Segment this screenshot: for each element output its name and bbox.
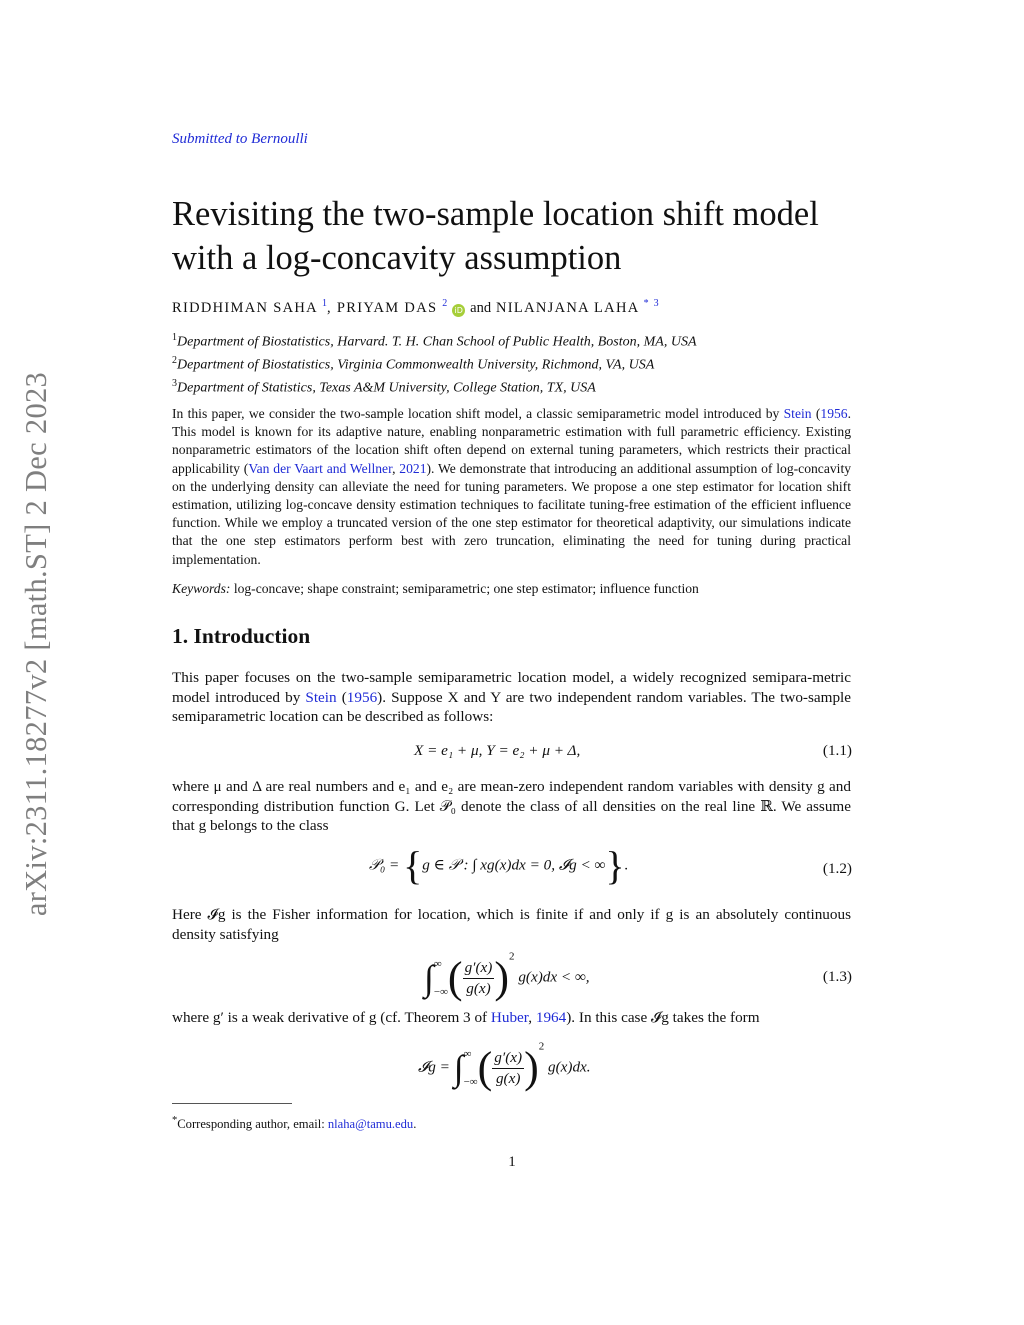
author-2-affil-link[interactable]: 2 [442,298,448,309]
eq3-integral: ∫ [424,958,434,998]
eq2-body: g ∈ 𝒫 : ∫ xg(x)dx = 0, 𝓘g < ∞ [422,856,606,874]
author-list [172,298,659,317]
eq4-paren-open: ( [477,1043,493,1092]
affiliation-1-text: Department of Biostatistics, Harvard. T. H. Chan School of Public Health, Boston, MA, USA [177,334,697,350]
equation-1-2 [369,843,629,888]
intro-paragraph-4: where g′ is a weak derivative of g (cf. Theorem 3 of Huber, 1964). In this case 𝓘g takes the form [172,1009,760,1026]
eq3-paren-open: ( [447,953,463,1002]
footnote-mark: * [172,1115,178,1126]
affiliation-2-number: 2 [172,355,177,367]
eq3-fraction: $\frac{g'(x)}{g(x)}$ [464,958,493,997]
affiliation-2 [172,352,697,375]
page-number: 1 [508,1154,516,1170]
author-and: and [470,299,492,316]
equation-1-3 [424,950,590,1006]
eq4-exponent: 2 [538,1040,545,1053]
eq3-paren-close: ) [494,953,510,1002]
eq3-exponent: 2 [509,950,515,963]
intro-text-1b: . Suppose X and Y are two independent random variables. The two-sample semiparametric location can be described as follows: [172,688,851,726]
eq4-tail: g(x)dx. [548,1058,591,1076]
eq3-limits: ∞ −∞ [433,958,448,998]
cite-stein-intro[interactable]: Stein [305,688,337,706]
keywords-text: log-concave; shape constraint; semiparametric; one step estimator; influence function [233,581,699,596]
equation-number-1-1: (1.1) [822,742,852,759]
cite-vandervaart-year[interactable]: 2021 [399,460,427,476]
eq2-brace-open: { [403,843,423,888]
affiliation-3-number: 3 [172,378,177,390]
eq4-limits: ∞ −∞ [463,1048,478,1088]
abstract-text-2: . This model is known for its adaptive nature, enabling nonparametric estimation with full parametric efficiency. Existing nonparametric estimators of the location shift often depend on external tuning parameters, which restricts their practical applicability ( [172,406,851,476]
equation-1-1: X = e₁ + μ, Y = e₂ + μ + Δ, [414,742,581,759]
eq4-left: 𝓘g = [418,1058,450,1076]
affiliation-1 [172,329,697,352]
keywords [172,580,851,598]
author-2: PRIYAM DAS [336,299,438,316]
intro-text-1a: This paper focuses on the two-sample semiparametric location model, a widely recognized semipara-metric model introduced by [172,669,851,706]
eq4-paren-close: ) [524,1043,539,1092]
equation-number-1-2: (1.2) [822,860,852,877]
equation-fisher-info [418,1040,591,1096]
author-1-affil-link[interactable]: 1 [322,298,328,309]
eq2-brace-close: } [605,843,625,888]
author-3-affil-link[interactable]: 3 [653,298,659,309]
cite-stein-year[interactable]: 1956 [820,406,848,421]
eq2-end: . [624,856,629,874]
footnote-rule [172,1103,292,1104]
intro-paragraph-3: Here 𝓘g is the Fisher information for location, which is finite if and only if g is an absolutely continuous density satisfying [172,906,851,943]
eq2-left: 𝒫₀ = [369,856,400,874]
author-separator: , [327,299,332,316]
cite-stein[interactable]: Stein [783,406,812,421]
eq3-tail: g(x)dx < ∞, [518,968,590,986]
footnote-text: Corresponding author, email: [177,1117,328,1132]
footnote-end: . [413,1117,417,1132]
footnote [172,1115,416,1132]
keywords-label: Keywords: [172,581,231,596]
affiliation-2-text: Department of Biostatistics, Virginia Commonwealth University, Richmond, VA, USA [177,357,655,373]
arxiv-stamp: arXiv:2311.18277v2 [math.ST] 2 Dec 2023 [19,371,53,917]
affiliation-3-text: Department of Statistics, Texas A&M University, College Station, TX, USA [177,380,596,396]
footnote-email-link[interactable]: nlaha@tamu.edu [327,1117,414,1132]
title-line-1: Revisiting the two-sample location shift model [172,195,819,233]
intro-paragraph-2: where μ and Δ are real numbers and e₁ and e₂ are mean-zero independent random variables with density g and corresponding distribution function G. Let 𝒫₀ denote the class of all densities on the real line ℝ. We assume that g belongs to the class [172,778,851,835]
author-3: NILANJANA LAHA [496,299,639,316]
orcid-icon[interactable]: iD [452,304,465,317]
abstract-text-3: ). We demonstrate that introducing an additional assumption of log-concavity on the underlying density can alleviate the need for tuning parameters. We propose a one step estimator for location shift estimation, utilizing log-concave density estimation techniques to facilitate tuning-free estimation of the efficient influence function. While we employ a truncated version of the one step estimator for theoretical adaptivity, our simulations indicate that the one step estimators perform best with zero truncation, eliminating the need for tuning during practical implementation. [172,460,852,567]
eq4-fraction: $\frac{g'(x)}{g(x)}$ [494,1048,523,1087]
cite-huber-year[interactable]: 1964 [535,1009,567,1026]
corresponding-star-link[interactable]: * [643,298,649,309]
intro-text-4a: where g′ is a weak derivative of g (cf. Theorem 3 of [172,1009,488,1026]
cite-vandervaart[interactable]: Van der Vaart and Wellner [248,460,393,476]
intro-paragraph-1: This paper focuses on the two-sample semiparametric location model, a widely recognized semipara-metric model introduced by Stein (1956). Suppose X and Y are two independent random variables. The two-sample semiparametric location can be described as follows: [172,669,851,726]
paper-title [172,192,872,280]
cite-stein-intro-year[interactable]: 1956 [346,688,378,706]
eq4-integral: ∫ [453,1048,464,1088]
abstract: In this paper, we consider the two-sample location shift model, a classic semiparametric model introduced by Stein (1956. This model is known for its adaptive nature, enabling nonparametric estimation with full parametric efficiency. Existing nonparametric estimators of the location shift often depend on external tuning parameters, which restricts their practical applicability (Van der Vaart and Wellner, 2021). We demonstrate that introducing an additional assumption of log-concavity on the underlying density can alleviate the need for tuning parameters. We propose a one step estimator for location shift estimation, utilizing log-concave density estimation techniques to facilitate tuning-free estimation of the efficient influence function. While we employ a truncated version of the one step estimator for theoretical adaptivity, our simulations indicate that the one step estimators perform best with zero truncation, eliminating the need for tuning during practical implementation. [172,406,852,567]
cite-huber[interactable]: Huber [490,1009,529,1026]
affiliations [172,329,697,398]
abstract-text-1: In this paper, we consider the two-sample location shift model, a classic semiparametric model introduced by [172,406,780,421]
author-1: RIDDHIMAN SAHA [172,299,318,316]
affiliation-3 [172,375,697,398]
equation-number-1-3: (1.3) [822,968,852,985]
intro-text-4b: ). In this case 𝓘g takes the form [566,1009,760,1026]
affiliation-1-number: 1 [172,332,177,343]
title-line-2: with a log-concavity assumption [172,239,622,277]
section-heading-introduction: 1. Introduction [172,624,311,648]
journal-link[interactable]: Submitted to Bernoulli [172,131,308,147]
